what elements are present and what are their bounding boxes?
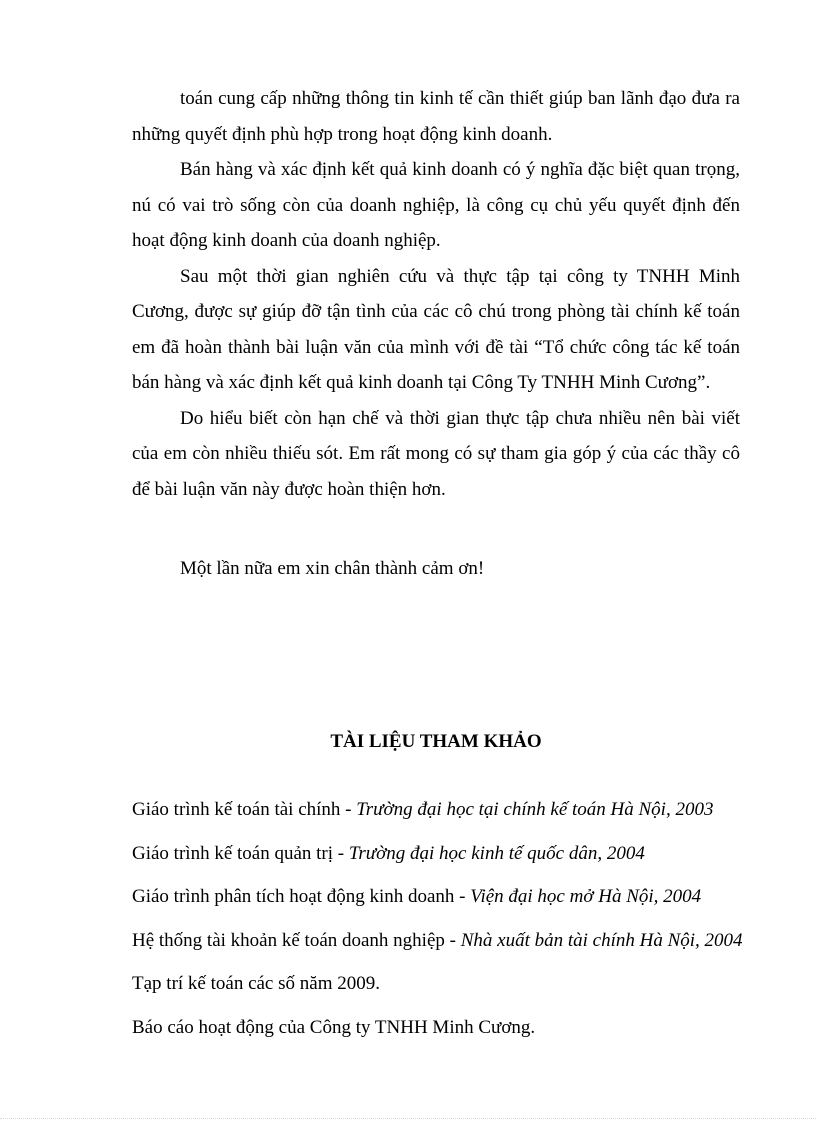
reference-item [132,966,772,1010]
paragraph-sales-importance: Bán hàng và xác định kết quả kinh doanh có ý nghĩa đặc biệt quan trọng, nú có vai trò sống còn của doanh nghiệp, là công cụ chủ yếu quyết định đến hoạt động kinh doanh của doanh nghiệp. [132,159,740,251]
reference-title: Giáo trình phân tích hoạt động kinh doanh - [132,886,471,907]
reference-title: Giáo trình kế toán quản trị - [132,842,349,864]
reference-item [132,879,772,923]
references-list [132,792,772,1053]
reference-item [132,1010,772,1054]
closing-thanks: Một lần nữa em xin chân thành cảm ơn! [180,558,485,579]
page-bottom-divider [0,1118,816,1119]
reference-source: Nhà xuất bản tài chính Hà Nội, 2004 [460,929,743,951]
reference-source: Trường đại học tại chính kế toán Hà Nội, 2003 [356,799,714,820]
reference-title: Giáo trình kế toán tài chính - [132,799,357,820]
reference-item [132,923,772,967]
reference-source: Viện đại học mở Hà Nội, 2004 [470,886,702,907]
references-title: TÀI LIỆU THAM KHẢO [330,731,542,752]
body-text [132,81,740,507]
reference-item [132,792,772,836]
paragraph-limitations: Do hiểu biết còn hạn chế và thời gian thực tập chưa nhiều nên bài viết của em còn nhiều thiếu sót. Em rất mong có sự tham gia góp ý của các thầy cô để bài luận văn này được hoàn thiện hơn. [132,407,740,500]
reference-title: Báo cáo hoạt động của Công ty TNHH Minh Cương. [132,1016,536,1038]
paragraph-continuation: toán cung cấp những thông tin kinh tế cần thiết giúp ban lãnh đạo đưa ra những quyết định phù hợp trong hoạt động kinh doanh. [132,88,740,145]
reference-title: Hệ thống tài khoản kế toán doanh nghiệp - [132,929,461,951]
reference-item [132,836,772,880]
paragraph-internship: Sau một thời gian nghiên cứu và thực tập tại công ty TNHH Minh Cương, được sự giúp đỡ tận tình của các cô chú trong phòng tài chính kế toán em đã hoàn thành bài luận văn của mình với đề tài “Tổ chức công tác kế toán bán hàng và xác định kết quả kinh doanh tại Công Ty TNHH Minh Cương”. [132,265,740,393]
reference-title: Tạp trí kế toán các số năm 2009. [132,973,380,994]
reference-source: Trường đại học kinh tế quốc dân, 2004 [348,842,645,864]
